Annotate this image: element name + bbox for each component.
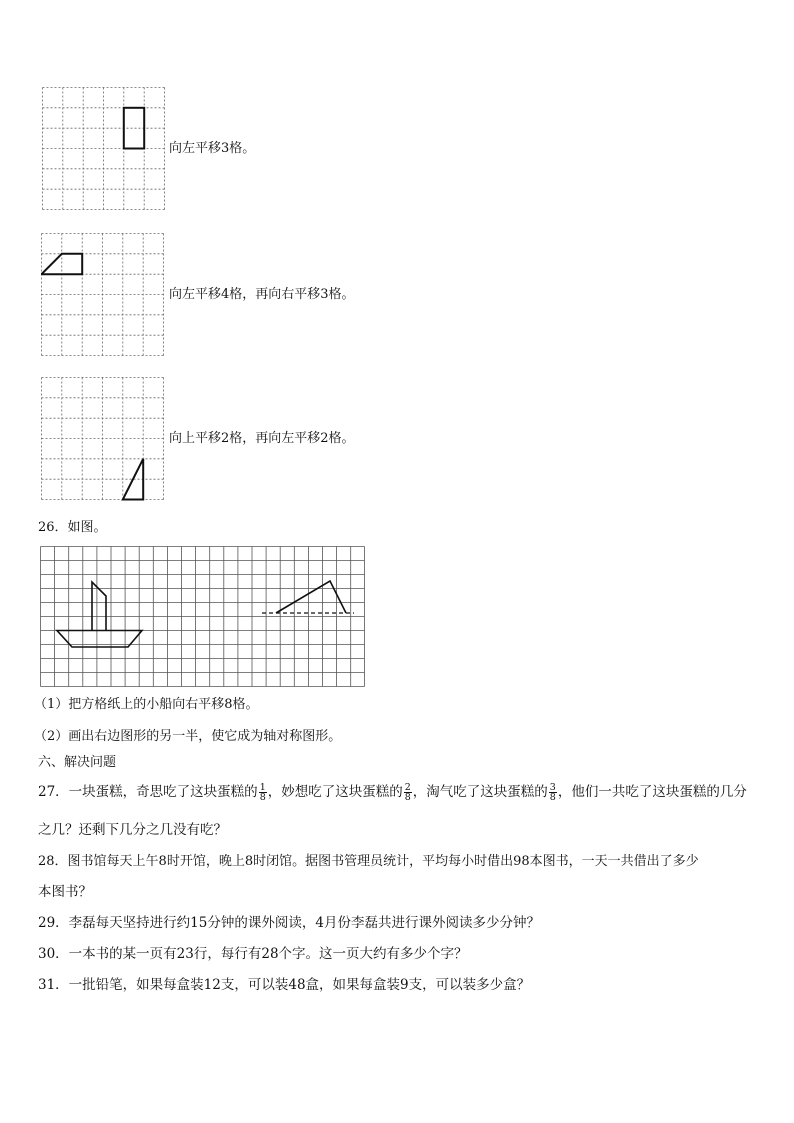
q31-text: 31．一批铅笔，如果每盒装12支，可以装48盒，如果每盒装9支，可以装多少盒？	[38, 977, 531, 993]
grid-task-2	[41, 233, 165, 357]
q28-line-1: 28．图书馆每天上午8时开馆，晚上8时闭馆。据图书管理员统计，平均每小时借出98本图书，一天一共借出了多少	[38, 854, 699, 869]
grid-1-instruction: 向左平移3格。	[169, 141, 256, 156]
fraction-1	[259, 783, 267, 802]
q26-part2: （2）画出右边图形的另一半，使它成为轴对称图形。	[34, 729, 342, 744]
fraction-2	[404, 783, 412, 802]
q27-line-2: 之几？还剩下几分之几没有吃？	[38, 822, 227, 838]
q26-part1: （1）把方格纸上的小船向右平移8格。	[34, 697, 259, 712]
grid-2-figure	[41, 233, 165, 357]
q30-text: 30．一本书的某一页有23行，每行有28个字。这一页大约有多少个字？	[38, 946, 468, 962]
q26-grid-figure	[40, 546, 366, 688]
q29-text: 29．李磊每天坚持进行约15分钟的课外阅读，4月份李磊共进行课外阅读多少分钟？	[38, 915, 540, 931]
fraction-1-denominator: 8	[259, 792, 266, 803]
q28-line-2: 本图书？	[38, 884, 92, 900]
fraction-3	[549, 783, 557, 802]
grid-3-figure	[41, 377, 165, 501]
q27-mid-1: ，妙想吃了这块蛋糕的	[267, 784, 403, 800]
q27-line-1	[38, 783, 747, 802]
grid-3-instruction: 向上平移2格，再向左平移2格。	[169, 431, 355, 446]
q26-title: 26．如图。	[38, 520, 107, 535]
boat-shape	[57, 582, 142, 647]
grid-task-3	[41, 377, 165, 501]
q27-prefix: 27．一块蛋糕，奇思吃了这块蛋糕的	[38, 784, 258, 800]
fraction-3-numerator: 3	[549, 782, 556, 793]
fraction-2-numerator: 2	[404, 782, 411, 793]
section-6-title: 六、解决问题	[38, 755, 117, 770]
grid-2-instruction: 向左平移4格，再向右平移3格。	[169, 287, 355, 302]
q27-mid-2: ，淘气吃了这块蛋糕的	[412, 784, 548, 800]
fraction-2-denominator: 8	[404, 792, 411, 803]
fraction-3-denominator: 8	[549, 792, 556, 803]
grid-task-1	[42, 87, 166, 211]
q27-suffix: ，他们一共吃了这块蛋糕的几分	[557, 784, 747, 800]
fraction-1-numerator: 1	[259, 782, 266, 793]
q26-grid	[40, 546, 366, 688]
grid-1-figure	[42, 87, 166, 211]
